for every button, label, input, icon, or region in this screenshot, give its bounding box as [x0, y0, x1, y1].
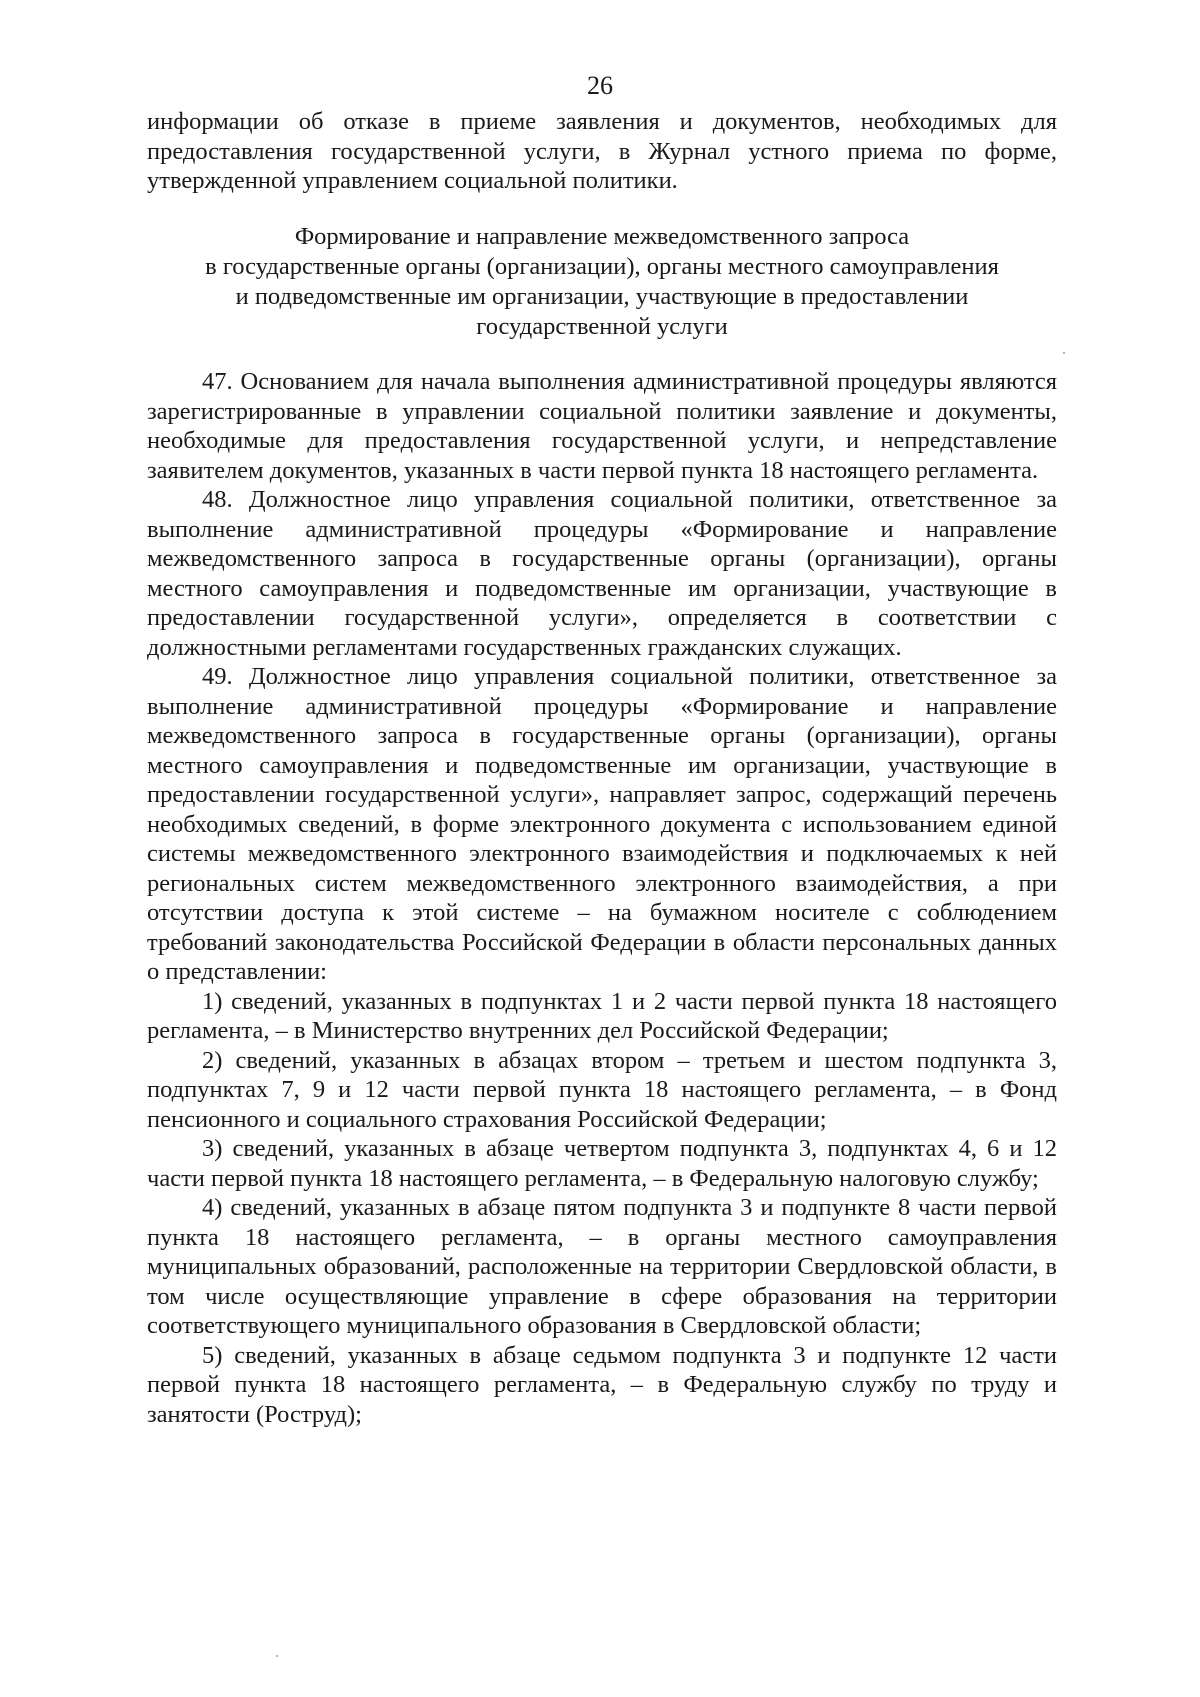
- list-item-2: 2) сведений, указанных в абзацах втором – третьем и шестом подпункта 3, подпунктах 7, 9 и 12 части первой пункта 18 настоящего регламента, – в Фонд пенсионного и социального страхования Российской Федерации;: [147, 1046, 1057, 1133]
- list-item-4: 4) сведений, указанных в абзаце пятом подпункта 3 и подпункте 8 части первой пункта 18 настоящего регламента, – в органы местного самоуправления муниципальных образований, расположенные на территории Свердловской области, в том числе осуществляющие управление в сфере образования на территории соответствующего муниципального образования в Свердловской области;: [147, 1194, 1057, 1339]
- list-item-1: 1) сведений, указанных в подпунктах 1 и 2 части первой пункта 18 настоящего регламента, – в Министерство внутренних дел Российской Федерации;: [147, 987, 1057, 1044]
- section-title-line: Формирование и направление межведомственного запроса: [294, 223, 910, 250]
- section-title: [147, 222, 1057, 342]
- body-text: [147, 367, 1057, 1429]
- intro-paragraph: информации об отказе в приеме заявления и документов, необходимых для предоставления государственной услуги, в Журнал устного приема по форме, утвержденной управлением социальной политики.: [147, 108, 1057, 194]
- paragraph-49: 49. Должностное лицо управления социальной политики, ответственное за выполнение административной процедуры «Формирование и направление межведомственного запроса в государственные органы (организации), органы местного самоуправления и подведомственные им организации, участвующие в предоставлении государственной услуги», направляет запрос, содержащий перечень необходимых сведений, в форме электронного документа с использованием единой системы межведомственного электронного взаимодействия и подключаемых к ней региональных систем межведомственного электронного взаимодействия, а при отсутствии доступа к этой системе – на бумажном носителе с соблюдением требований законодательства Российской Федерации в области персональных данных о представлении:: [147, 663, 1057, 985]
- paragraph-47: 47. Основанием для начала выполнения административной процедуры являются зарегистрированные в управлении социальной политики заявление и документы, необходимые для предоставления государственной услуги, и непредставление заявителем документов, указанных в части первой пункта 18 настоящего регламента.: [147, 368, 1057, 484]
- scan-speck: [276, 1655, 278, 1657]
- scan-speck: [1063, 352, 1065, 354]
- section-title-line: в государственные органы (организации), органы местного самоуправления: [205, 253, 999, 280]
- paragraph-48: 48. Должностное лицо управления социальной политики, ответственное за выполнение административной процедуры «Формирование и направление межведомственного запроса в государственные органы (организации), органы местного самоуправления и подведомственные им организации, участвующие в предоставлении государственной услуги», определяется в соответствии с должностными регламентами государственных гражданских служащих.: [147, 486, 1057, 661]
- section-title-line: государственной услуги: [476, 313, 728, 340]
- page-number: 26: [587, 71, 613, 100]
- section-title-line: и подведомственные им организации, участвующие в предоставлении: [235, 283, 969, 310]
- list-item-5: 5) сведений, указанных в абзаце седьмом подпункта 3 и подпункте 12 части первой пункта 18 настоящего регламента, – в Федеральную службу по труду и занятости (Роструд);: [147, 1341, 1057, 1428]
- intro-block: [147, 107, 1057, 196]
- list-item-3: 3) сведений, указанных в абзаце четвертом подпункта 3, подпунктах 4, 6 и 12 части первой пункта 18 настоящего регламента, – в Федеральную налоговую службу;: [147, 1135, 1057, 1192]
